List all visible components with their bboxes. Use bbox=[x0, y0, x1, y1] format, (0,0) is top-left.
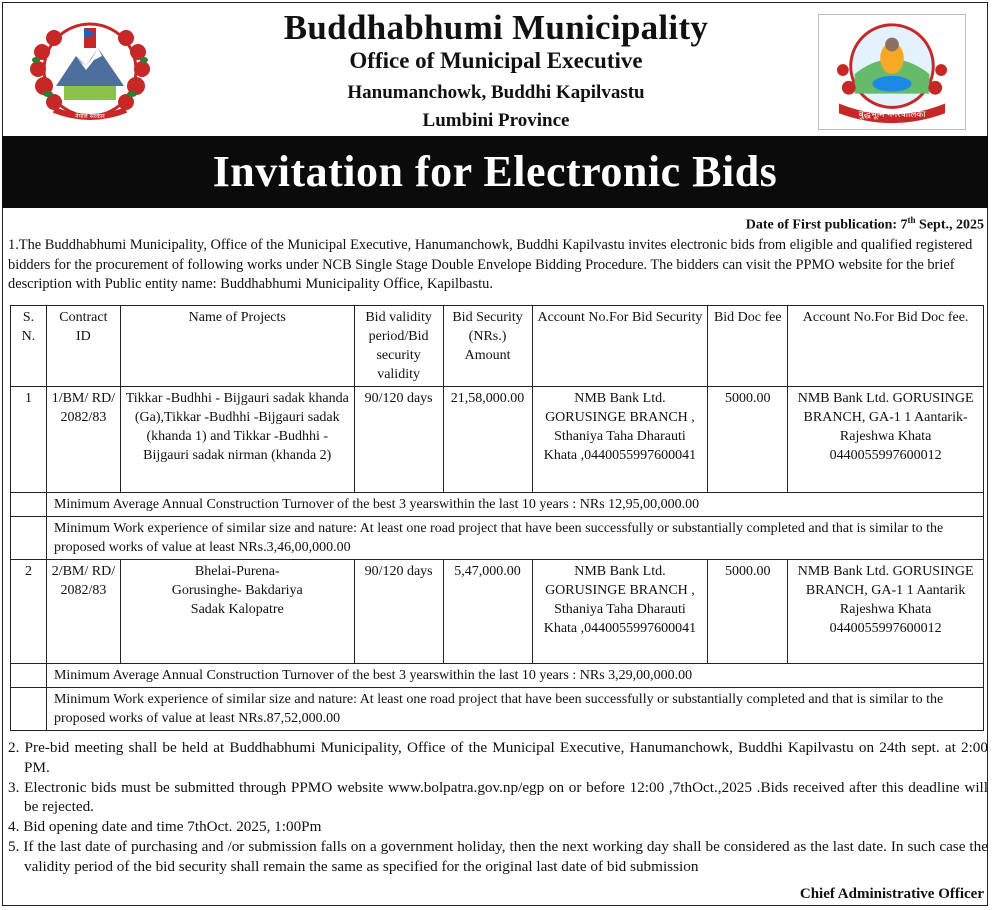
experience-requirement: Minimum Work experience of similar size and nature: At least one road project that have been successfully or substantially completed and that is similar to the proposed works of value at least NRs.3,46,00,000.00 bbox=[46, 517, 983, 560]
intro-paragraph: 1.The Buddhabhumi Municipality, Office of the Municipal Executive, Hanumanchowk, Buddhi Kapilvastu invites electronic bids from eligible and qualified registered bidders for the procurement of following works under NCB Single Stage Double Envelope Bidding Procedure. The bidders can visit the PPMO website for the brief description with Public entity name: Buddhabhumi Municipality Office, Kapilbastu. bbox=[8, 237, 973, 292]
notice-title: Invitation for Electronic Bids bbox=[2, 136, 988, 208]
publication-date: Date of First publication: 7th Sept., 2025 bbox=[745, 215, 984, 233]
header-bid-validity: Bid validity period/Bid security validity bbox=[354, 306, 443, 387]
cell-validity: 90/120 days bbox=[354, 560, 443, 664]
header-sn: S. N. bbox=[11, 306, 47, 387]
signatory: Chief Administrative Officer bbox=[799, 886, 984, 902]
turnover-requirement: Minimum Average Annual Construction Turnover of the best 3 yearswithin the last 10 years : NRs 3,29,00,000.00 bbox=[46, 664, 983, 688]
cell-project: Tikkar -Budhhi - Bijgauri sadak khanda (Ga),Tikkar -Budhhi -Bijgauri sadak (khanda 1) and Tikkar -Budhhi -Bijgauri sadak nirman (khanda 2) bbox=[120, 387, 354, 493]
cell-sn: 1 bbox=[11, 387, 47, 493]
municipality-logo-icon bbox=[818, 14, 966, 130]
svg-text:नेपाल सरकार: नेपाल सरकार bbox=[75, 113, 105, 120]
cell-security-account: NMB Bank Ltd. GORUSINGE BRANCH , Sthaniya Taha Dharauti Khata ,0440055997600041 bbox=[532, 387, 708, 493]
nepal-emblem-icon bbox=[24, 14, 156, 124]
cell-sn: 2 bbox=[11, 560, 47, 664]
cell-security: 5,47,000.00 bbox=[443, 560, 532, 664]
header-project-name: Name of Projects bbox=[120, 306, 354, 387]
header-fee-account: Account No.For Bid Doc fee. bbox=[788, 306, 984, 387]
table-row-requirement bbox=[11, 493, 984, 517]
svg-text:बुद्धभूमि नगरपालिका: बुद्धभूमि नगरपालिका bbox=[858, 110, 926, 121]
note-bid-opening: 4. Bid opening date and time 7thOct. 2025, 1:00Pm bbox=[8, 818, 322, 836]
letterhead bbox=[0, 0, 992, 136]
office-name: Office of Municipal Executive bbox=[349, 48, 643, 73]
header-security-account: Account No.For Bid Security bbox=[532, 306, 708, 387]
table-header-row bbox=[11, 306, 984, 387]
table-row-requirement bbox=[11, 688, 984, 731]
cell-security-account: NMB Bank Ltd. GORUSINGE BRANCH , Sthaniya Taha Dharauti Khata ,0440055997600041 bbox=[532, 560, 708, 664]
cell-contract-id: 1/BM/ RD/ 2082/83 bbox=[46, 387, 120, 493]
cell-fee-account: NMB Bank Ltd. GORUSINGE BRANCH, GA-1 1 Aantarik- Rajeshwa Khata 0440055997600012 bbox=[788, 387, 984, 493]
experience-requirement: Minimum Work experience of similar size and nature: At least one road project that have been successfully or substantially completed and that is similar to the proposed works of value at least NRs.87,52,000.00 bbox=[46, 688, 983, 731]
notes-list bbox=[8, 738, 988, 877]
note-holiday: 5. If the last date of purchasing and /or submission falls on a government holiday, then the next working day shall be considered as the last date. In such case the validity period of the bid security shall remain the same as specified for the original last date of bid submission bbox=[8, 837, 988, 875]
turnover-requirement: Minimum Average Annual Construction Turnover of the best 3 yearswithin the last 10 years : NRs 12,95,00,000.00 bbox=[46, 493, 983, 517]
cell-validity: 90/120 days bbox=[354, 387, 443, 493]
cell-fee-account: NMB Bank Ltd. GORUSINGE BRANCH, GA-1 1 Aantarik Rajeshwa Khata 0440055997600012 bbox=[788, 560, 984, 664]
cell-security: 21,58,000.00 bbox=[443, 387, 532, 493]
province-name: Lumbini Province bbox=[422, 110, 570, 131]
office-address: Hanumanchowk, Buddhi Kapilvastu bbox=[347, 82, 645, 103]
cell-doc-fee: 5000.00 bbox=[708, 560, 788, 664]
cell-contract-id: 2/BM/ RD/ 2082/83 bbox=[46, 560, 120, 664]
note-prebid-meeting: 2. Pre-bid meeting shall be held at Buddhabhumi Municipality, Office of the Municipal Executive, Hanumanchowk, Buddhi Kapilvastu on 24th sept. at 2:00 PM. bbox=[8, 739, 988, 776]
table-row-requirement bbox=[11, 517, 984, 560]
table-row bbox=[11, 387, 984, 493]
note-submission: 3. Electronic bids must be submitted through PPMO website www.bolpatra.gov.np/egp on or before 12:00 ,7thOct.,2025 .Bids received after this deadline will be rejected. bbox=[8, 778, 988, 816]
header-contract-id: Contract ID bbox=[46, 306, 120, 387]
cell-project: Bhelai-Purena- Gorusinghe- Bakdariya Sadak Kalopatre bbox=[120, 560, 354, 664]
cell-doc-fee: 5000.00 bbox=[708, 387, 788, 493]
header-bid-security: Bid Security (NRs.) Amount bbox=[443, 306, 532, 387]
table-row-requirement bbox=[11, 664, 984, 688]
table-row bbox=[11, 560, 984, 664]
bids-table bbox=[10, 305, 984, 731]
municipality-name: Buddhabhumi Municipality bbox=[283, 8, 709, 47]
header-doc-fee: Bid Doc fee bbox=[708, 306, 788, 387]
